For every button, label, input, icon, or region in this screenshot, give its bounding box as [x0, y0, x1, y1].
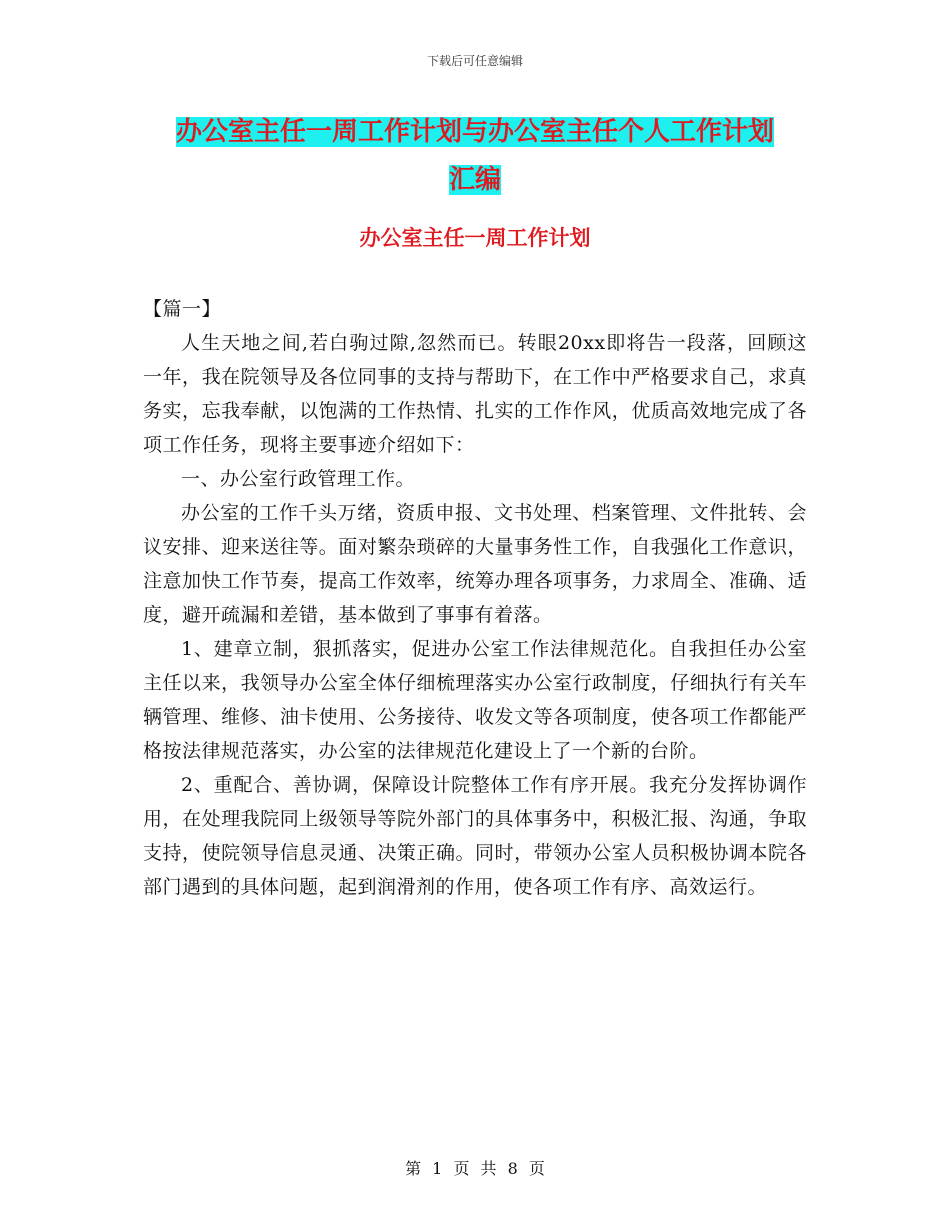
chapter-label: 【篇一】 — [143, 298, 222, 320]
paragraph-item-1: 1、建章立制，狠抓落实，促进办公室工作法律规范化。自我担任办公室主任以来，我领导办公室全体仔细梳理落实办公室行政制度，仔细执行有关车辆管理、维修、油卡使用、公务接待、收发文等各项制度，使各项工作都能严格按法律规范落实，办公室的法律规范化建设上了一个新的台阶。 — [143, 638, 807, 762]
paragraph-intro: 人生天地之间,若白驹过隙,忽然而已。转眼20xx即将告一段落，回顾这一年，我在院领导及各位同事的支持与帮助下，在工作中严格要求自己，求真务实，忘我奉献，以饱满的工作热情、扎实的工作作风，优质高效地完成了各项工作任务，现将主要事迹介绍如下： — [143, 332, 807, 456]
page-footer: 第 1 页 共 8 页 — [405, 1159, 545, 1178]
section-title: 办公室主任一周工作计划 — [359, 226, 591, 250]
document-title — [150, 108, 800, 204]
document-title-line-2: 汇编 — [448, 165, 501, 195]
header-note: 下载后可任意编辑 — [426, 54, 523, 68]
document-title-line-1: 办公室主任一周工作计划与办公室主任个人工作计划 — [175, 117, 774, 147]
paragraph-heading-1: 一、办公室行政管理工作。 — [181, 468, 416, 490]
paragraph-office-work: 办公室的工作千头万绪，资质申报、文书处理、档案管理、文件批转、会议安排、迎来送往等。面对繁杂琐碎的大量事务性工作，自我强化工作意识，注意加快工作节奏，提高工作效率，统筹办理各项事务，力求周全、准确、适度，避开疏漏和差错，基本做到了事事有着落。 — [143, 502, 807, 626]
paragraph-item-2: 2、重配合、善协调，保障设计院整体工作有序开展。我充分发挥协调作用，在处理我院同上级领导等院外部门的具体事务中，积极汇报、沟通，争取支持，使院领导信息灵通、决策正确。同时，带领办公室人员积极协调本院各部门遇到的具体问题，起到润滑剂的作用，使各项工作有序、高效运行。 — [143, 774, 807, 898]
document-body — [143, 292, 807, 904]
